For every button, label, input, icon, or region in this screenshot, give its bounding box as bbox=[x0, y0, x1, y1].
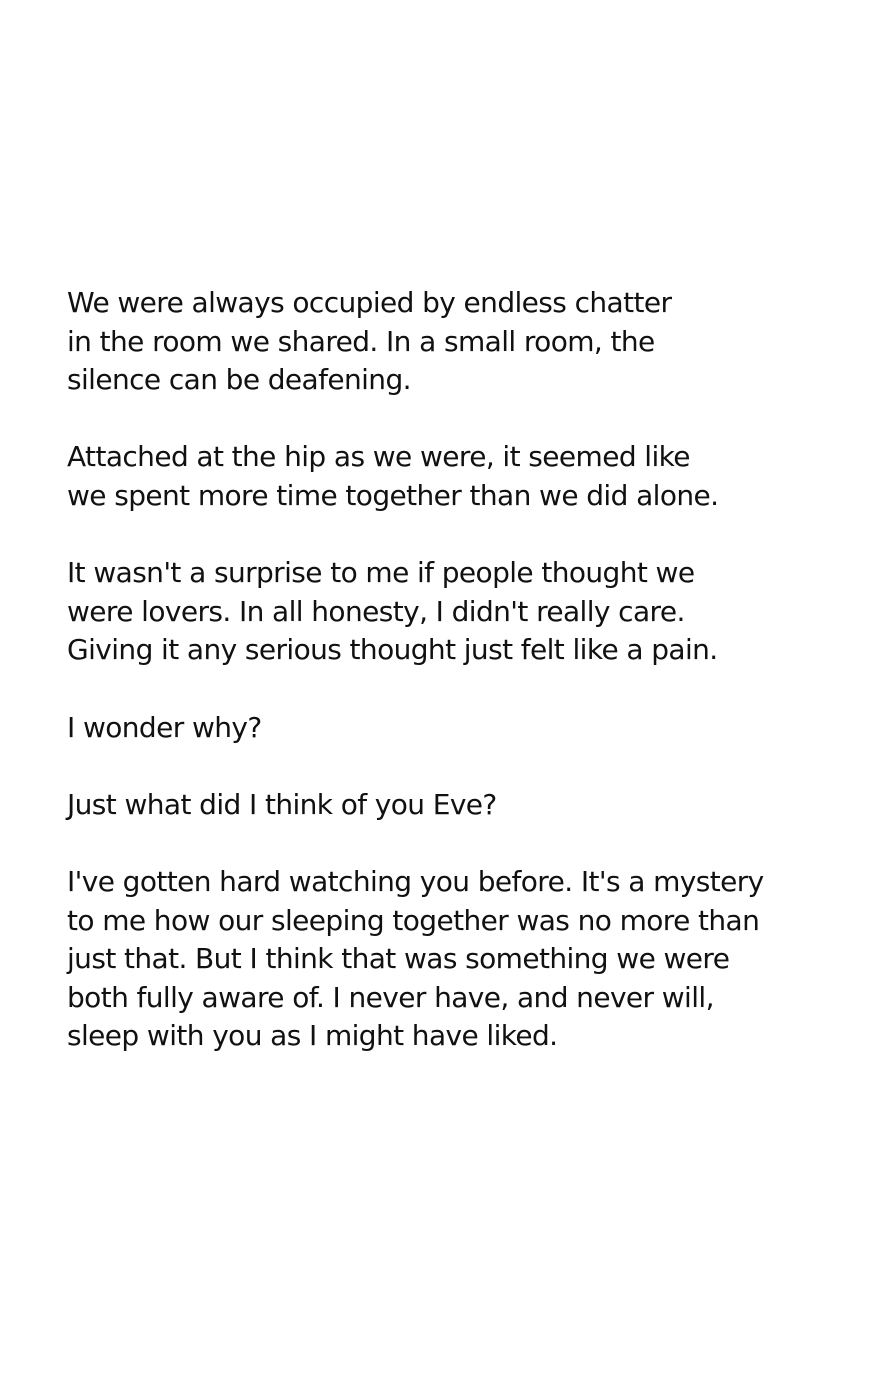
text-line: to me how our sleeping together was no more than bbox=[67, 903, 760, 937]
text-line: Attached at the hip as we were, it seemed like bbox=[67, 440, 690, 474]
text-line: It wasn't a surprise to me if people thought we bbox=[67, 556, 695, 590]
paragraph-6 bbox=[67, 863, 867, 1056]
text-line: in the room we shared. In a small room, the bbox=[67, 324, 655, 358]
text-line: silence can be deafening. bbox=[67, 363, 411, 397]
paragraph-3 bbox=[67, 554, 867, 670]
narration-text bbox=[67, 284, 867, 1056]
text-line: both fully aware of. I never have, and never will, bbox=[67, 980, 714, 1014]
paragraph-1 bbox=[67, 284, 867, 400]
text-line: Giving it any serious thought just felt like a pain. bbox=[67, 633, 718, 667]
paragraph-4 bbox=[67, 709, 867, 748]
text-line: We were always occupied by endless chatter bbox=[67, 286, 672, 319]
text-line: were lovers. In all honesty, I didn't really care. bbox=[67, 594, 685, 628]
text-line: we spent more time together than we did alone. bbox=[67, 478, 719, 512]
paragraph-2 bbox=[67, 438, 867, 515]
text-line: just that. But I think that was something we were bbox=[67, 942, 730, 976]
text-line: I wonder why? bbox=[67, 710, 262, 744]
text-line: Just what did I think of you Eve? bbox=[67, 787, 497, 821]
text-line: I've gotten hard watching you before. It's a mystery bbox=[67, 864, 764, 898]
text-line: sleep with you as I might have liked. bbox=[67, 1019, 558, 1053]
paragraph-5 bbox=[67, 786, 867, 825]
